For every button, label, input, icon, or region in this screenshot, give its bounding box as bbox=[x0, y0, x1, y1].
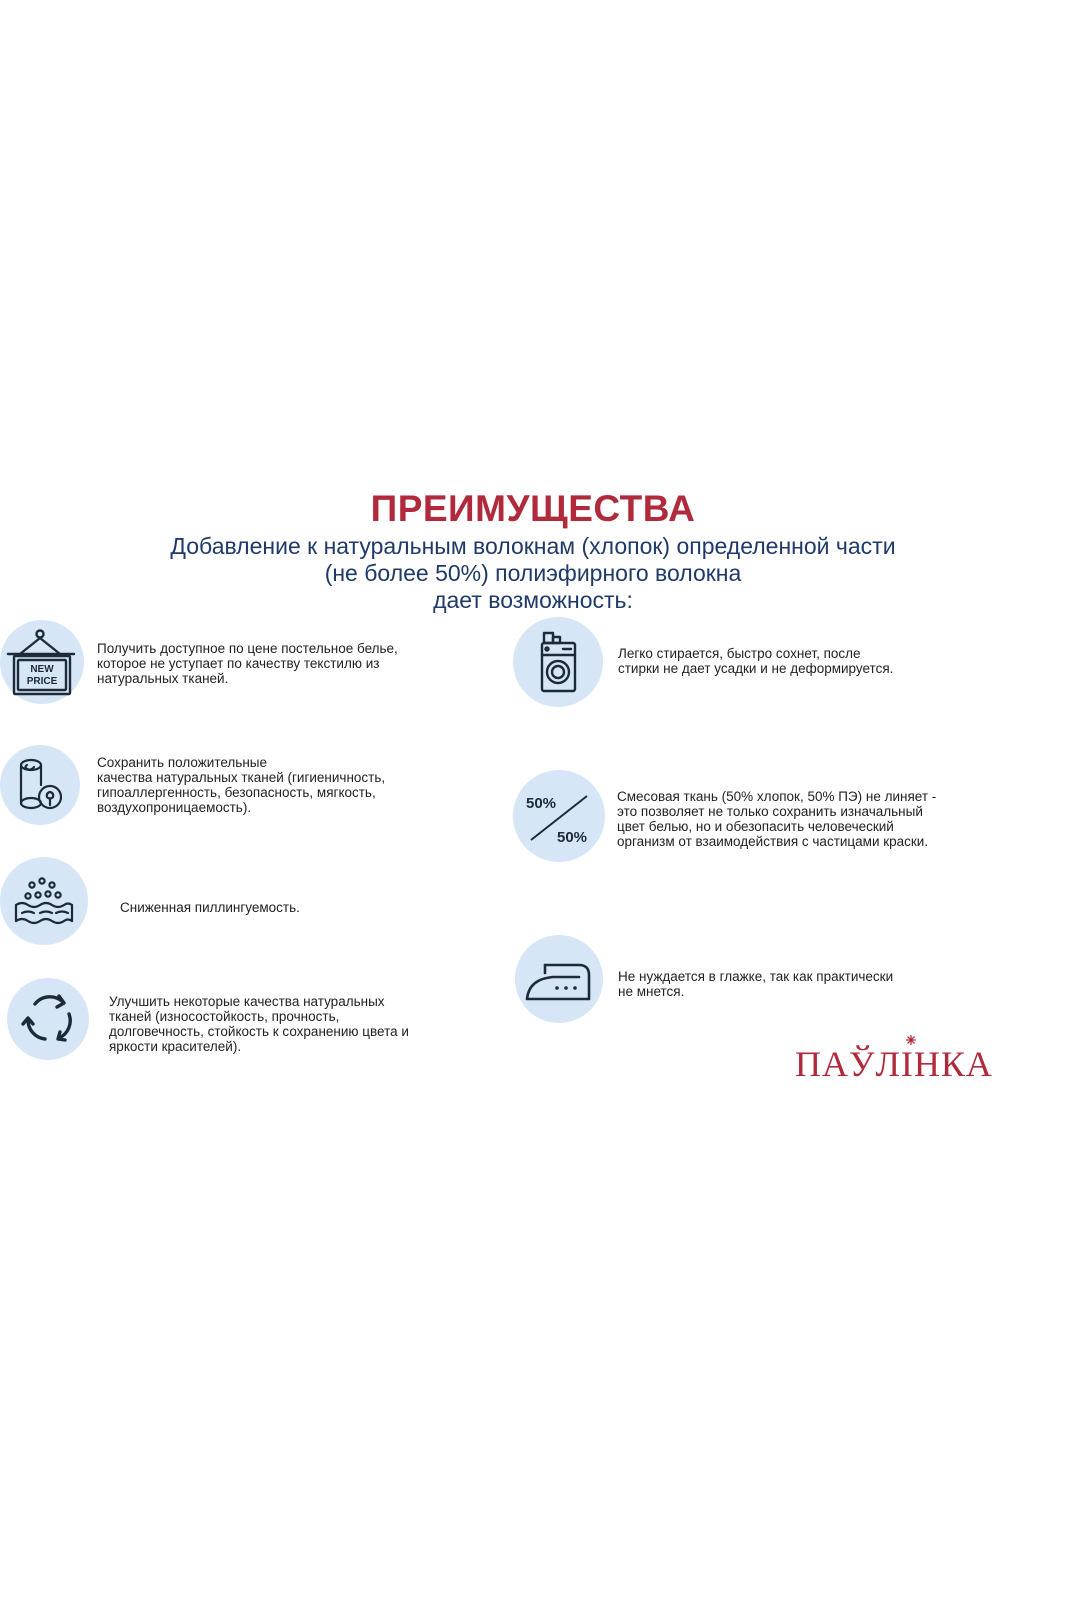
feature-washing-text bbox=[618, 646, 893, 676]
brand-logo: ПАЎЛІНКА bbox=[795, 1044, 993, 1084]
fifty-percent-top: 50% bbox=[526, 795, 557, 812]
feature-natural-qualities-text bbox=[97, 755, 385, 815]
feature-line: Смесовая ткань (50% хлопок, 50% ПЭ) не линяет - bbox=[617, 789, 937, 804]
feature-line: натуральных тканей. bbox=[97, 671, 229, 686]
feature-line: гипоаллергенность, безопасность, мягкость, bbox=[97, 785, 376, 800]
subtitle-line-3: дает возможность: bbox=[433, 587, 633, 613]
feature-line: Не нуждается в глажке, так как практически bbox=[618, 969, 894, 984]
pilling-fabric-icon bbox=[0, 857, 88, 945]
page-title: ПРЕИМУЩЕСТВА bbox=[370, 488, 696, 529]
feature-line: Сохранить положительные bbox=[97, 755, 267, 770]
fabric-roll-cotton-icon bbox=[0, 745, 80, 825]
feature-no-ironing-text bbox=[618, 969, 893, 999]
feature-line: цвет белью, но и обезопасить человеческий bbox=[617, 819, 894, 834]
feature-line: долговечность, стойкость к сохранению цвета и bbox=[109, 1024, 409, 1039]
feature-line: воздухопроницаемость). bbox=[97, 800, 252, 815]
fifty-fifty-icon bbox=[513, 770, 605, 862]
new-price-icon-line-2: PRICE bbox=[26, 676, 58, 687]
feature-line: качества натуральных тканей (гигиеничность, bbox=[97, 770, 386, 785]
feature-line: тканей (износостойкость, прочность, bbox=[109, 1009, 340, 1024]
feature-pilling-text bbox=[120, 900, 300, 915]
subtitle-line-1: Добавление к натуральным волокнам (хлопок) определенной части bbox=[170, 533, 896, 559]
feature-line: стирки не дает усадки и не деформируется. bbox=[618, 661, 894, 676]
iron-icon bbox=[515, 935, 603, 1023]
fifty-percent-bottom: 50% bbox=[557, 829, 588, 846]
feature-line: Легко стирается, быстро сохнет, после bbox=[618, 646, 861, 661]
feature-line: яркости красителей). bbox=[109, 1039, 242, 1054]
feature-durability-text bbox=[109, 994, 409, 1054]
feature-line: организм от взаимодействия с частицами краски. bbox=[617, 834, 929, 849]
page-subtitle bbox=[0, 533, 1066, 614]
feature-line: Получить доступное по цене постельное белье, bbox=[97, 641, 398, 656]
washing-machine-icon bbox=[513, 617, 603, 707]
subtitle-line-2: (не более 50%) полиэфирного волокна bbox=[324, 560, 742, 586]
new-price-sign-icon bbox=[0, 620, 84, 704]
feature-affordable-text bbox=[97, 641, 398, 686]
feature-line: не мнется. bbox=[618, 984, 685, 999]
feature-line: это позволяет не только сохранить изначальный bbox=[617, 804, 923, 819]
feature-line: Сниженная пиллингуемость. bbox=[120, 900, 300, 915]
recycle-arrows-icon bbox=[7, 978, 89, 1060]
feature-line: Улучшить некоторые качества натуральных bbox=[109, 994, 385, 1009]
feature-line: которое не уступает по качеству текстилю из bbox=[97, 656, 380, 671]
new-price-icon-line-1: NEW bbox=[30, 664, 54, 675]
feature-colorfast-text bbox=[617, 789, 936, 849]
